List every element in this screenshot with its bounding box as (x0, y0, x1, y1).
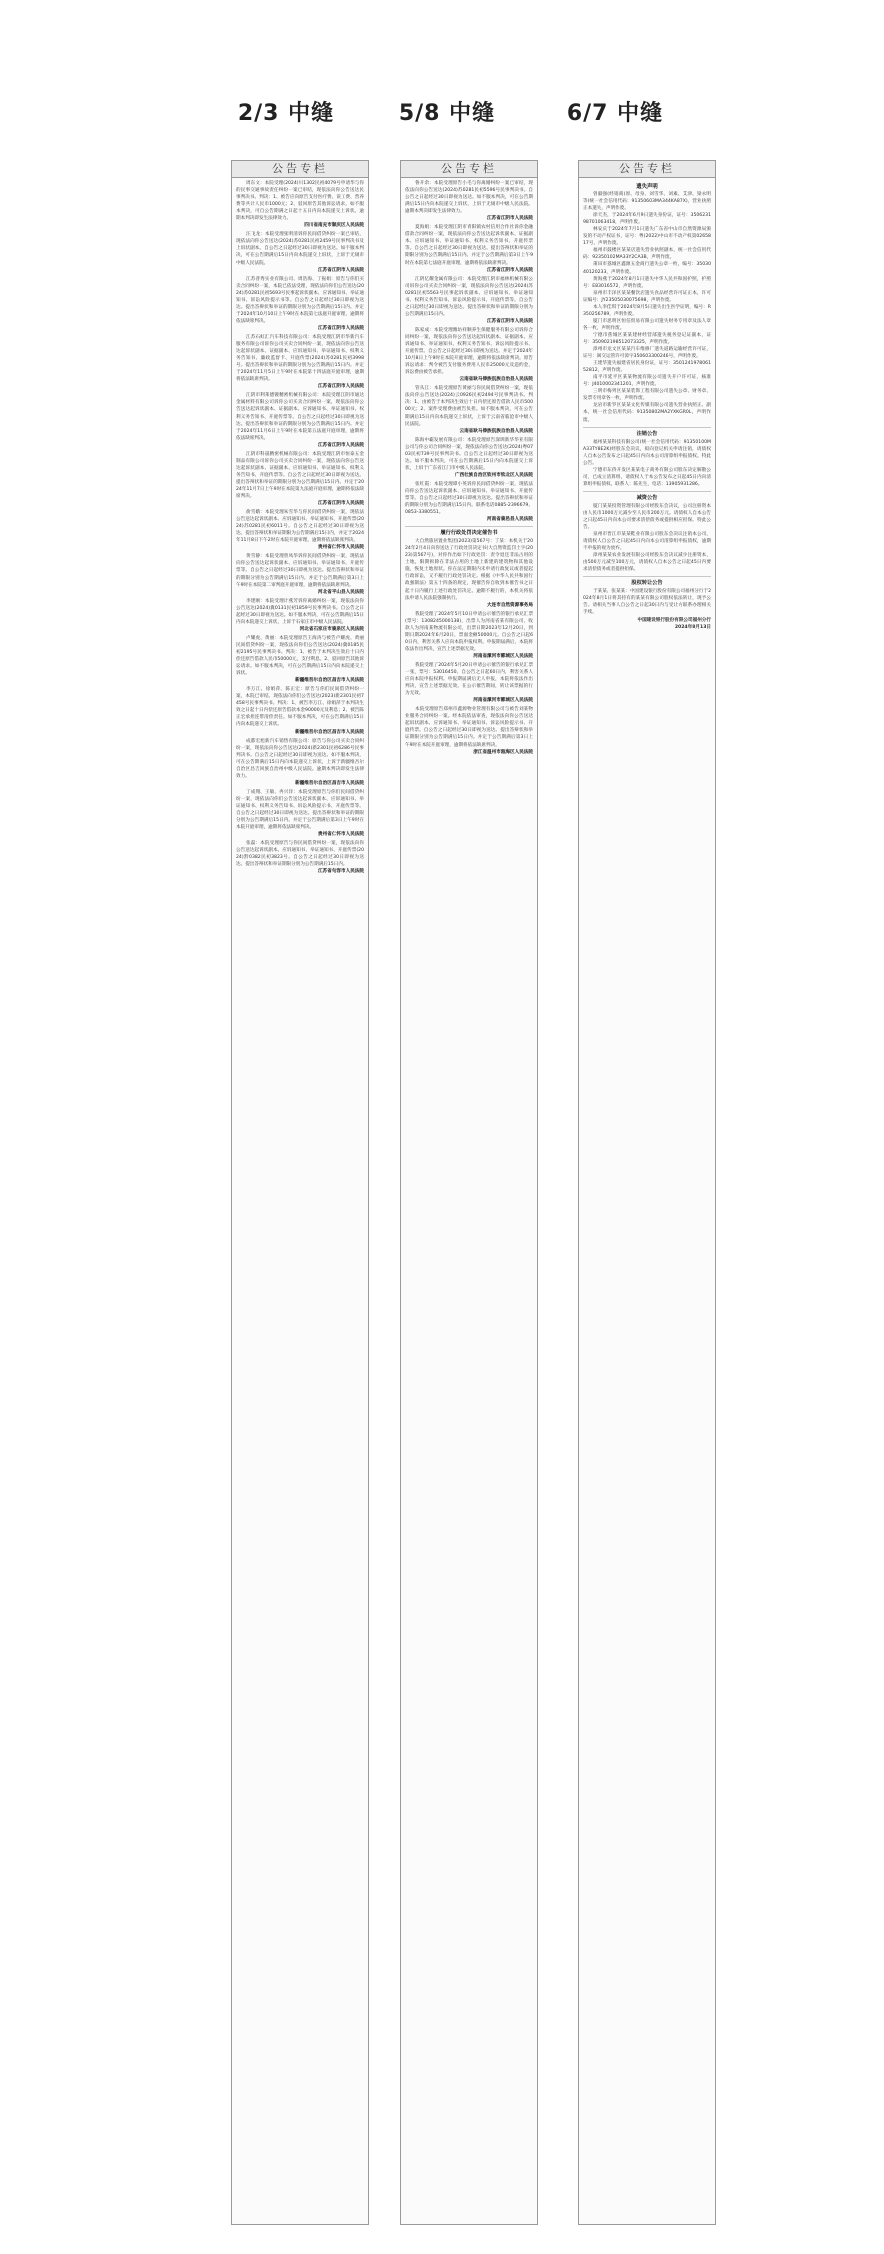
notice-text: 徐天杰，于2024年6月9日遗失身份证，证号：350623198701063418，声明作废。 (583, 213, 711, 226)
notice-text: 我院受理了2024年5月10日申请公示催告的银行承兑汇票(票号：1308245000138)，出票人为河南省某有限公司，收款人为河南某物流有限公司，出票日期2023年12月20日，到期日期2024年6月20日，票面金额50000元。自公告之日起60日内，利害关系人应向本院申报权利。申报期届满后，本院将依法作出判决，宣告上述票据无效。 (405, 611, 533, 652)
column-header: 公告专栏 (401, 161, 537, 178)
notice-signoff: 新疆维吾尔自治区昌吉市人民法院 (295, 678, 364, 684)
notice-text: 江苏普秀实业有限公司、周浩海、丁振娟：原告与你们买卖合同纠纷一案，本院已依法受理，现依法向你们公告送达(2024)苏0281民初5693号民事起诉状副本、应诉通知书、举证通知书、诉讼风险提示书等。自公告之日起经过30日即视为送达。提出答辩状和举证的期限分别为公告期满后15日内。并定于2024年10月10日上午9时在本院第七法庭开庭审理，逾期将依法缺席判决。 (236, 276, 364, 324)
notice-text: 汪飞龙：本院受理张明清诉你民间借贷纠纷一案已审结，现依法向你公告送达(2024)苏0281民初2459号民事判决书及上诉状副本。自公告之日起经过30日即视为送达。如不服本判决，可在公告期满后15日内向本院递交上诉状，上诉于无锡市中级人民法院。 (236, 232, 364, 266)
notice-text: 张磊：本院受理原告与你民间借贷纠纷一案，现依法向你公告送达起诉状副本、应诉通知书、举证通知书、开庭传票(2024)黔0382民初3823号。自公告之日起经过30日即视为送达。提出答辩状和举证期限分别为公告期满后15日内。 (236, 841, 364, 868)
notice-signoff: 江苏省江阴市人民法院 (487, 216, 533, 222)
notice-text: 李万江、徐娟萍、陈正宏：原告与你们民间借贷纠纷一案，本院已审结。现依法向你们公告送达(2023)新2301民初7458号民事判决书。判决：1、被告李万江、徐娟萍于本判决生效之日起十日内偿还原告借款本金90000元及利息；2、被告陈正宏承担连带清偿责任。如不服本判决，可在公告期满后15日内向本院递交上诉状。 (236, 687, 364, 728)
notice-text: 林安庆于2024年7月1日遗失广东省中山市自然资源局颁发的不动产权证书，证号：粤(2022)中山市不动产权第0265817号，声明作废。 (583, 227, 711, 247)
column-body (232, 178, 368, 879)
notice-signoff: 贵州省仁怀市人民法院 (318, 545, 364, 551)
notice-text: 漳州市龙文区某某汽车维修厂遗失道路运输经营许可证，证号：闽交运管许可漳字350603300246号，声明作废。 (583, 347, 711, 360)
notice-text: 龙岩市新罗区某某文化传媒有限公司遗失营业执照正、副本，统一社会信用代码：91350802MA2YXKGR0L，声明作废。 (583, 403, 711, 423)
notice-text: 王建华遗失福建省居民身份证，证号：350124197806152812，声明作废。 (583, 361, 711, 374)
notice-text: 江苏石虹汇汽车科技有限公司：本院受理江阴市华新汽车服务有限公司诉你公司买卖合同纠纷一案，现依法向你公告送达起诉状副本、证据副本、应诉通知书、举证通知书、权利义务告知书、廉政监督卡、开庭传票(2024)苏0281民初3998号。提出答辩状和举证的期限分别为公告期满后15日内。并定于2024年11月5日上午9时在本院第十四法庭开庭审理，逾期将依法缺席判决。 (236, 334, 364, 383)
notice-text: 莆田市荔城区鑫源五金商行遗失公章一枚，编号：3503040120233，声明作废。 (583, 262, 711, 275)
notice-signoff: 浙江省温州市瓯海区人民法院 (473, 749, 533, 755)
notice-text: 陈海中霸发展有限公司：本院受理原告深圳新华华亚有限公司与你公司合同纠纷一案，现依法向你公告送达(2024)粤0703民初739号民事判决书。自公告之日起经过30日即视为送达。如不服本判决，可在公告期满后15日内向本院递交上诉状，上诉于广东省江门市中级人民法院。 (405, 437, 533, 471)
notice-column-2 (400, 160, 538, 2225)
notice-signoff: 江苏省江阴市人民法院 (318, 325, 364, 331)
notice-text: 管从江：本院受理原告黄丽与你民间借贷纠纷一案，现依法向你公告送达(2024)云0926民初2494号民事判决书。判决：1、由被告于本判决生效后十日内偿还原告借款人民币50000元；2、案件受理费由被告负担。如不服本判决，可在公告期满后15日内向本院递交上诉状，上诉于云南省临沧市中级人民法院。 (405, 386, 533, 427)
notice-title: 股权转让公告 (583, 576, 711, 587)
notice-text: 成都宏旭新汽车销售有限公司：原告与你公司买卖合同纠纷一案，现依法向你公告送达(2024)新2301民初6286号民事判决书。自公告之日起经过30日即视为送达。如不服本判决，可在公告期满后15日内向本院递交上诉状，上诉于新疆维吾尔自治区昌吉回族自治州中级人民法院。逾期本判决即发生法律效力。 (236, 738, 364, 779)
notice-text: 曾毅强(经销商)原、母身、刘雪华、刘素、艾津、梁永明等(统一社会信用代码：91350603MA344KA87X)，营业执照正本遗失，声明作废。 (583, 192, 711, 212)
notice-text: 黄雪静：本院受理曾凤华诉你民间借贷纠纷一案，现依法向你公告送达起诉状副本、应诉通知书、举证通知书、开庭传票等。自公告之日起经过30日即视为送达。提出答辩状和举证的期限分别为公告期满后15日内。并定于公告期满后第3日上午9时在本院第二审判庭开庭审理，逾期将依法缺席判决。 (236, 554, 364, 588)
notice-signoff: 河北省平山县人民法院 (318, 589, 364, 595)
notice-text: 鲁开余：本院受理原告小毛与你离婚纠纷一案已审结，现依法向你公告送达(2024)苏0281民初5596号民事判决书。自公告之日起经过30日即视为送达。如不服本判决，可在公告期满后15日内向本院递交上诉状，上诉于无锡市中级人民法院。逾期本判决即发生法律效力。 (405, 181, 533, 215)
notice-title: 注销公告 (583, 427, 711, 438)
notice-signoff: 新疆维吾尔自治区昌吉市人民法院 (295, 729, 364, 735)
notice-text: 福州某某科技有限公司(统一社会信用代码：91350100MA33TY8E2K)经股东会决议，拟向登记机关申请注销，请债权人自本公告发布之日起45日内向本公司清算组申报债权。特此公告。 (583, 439, 711, 466)
notice-text: 本人李佳琪于2024年8月5日遗失出生医学证明，编号：R350256789，声明作废。 (583, 304, 711, 317)
notice-signoff: 江苏省江阴市人民法院 (318, 384, 364, 390)
notice-title: 履行行政处罚决定催告书 (405, 526, 533, 537)
notice-text: 江阴市科晟精密机械有限公司：本院受理江阴市恒泰五金制品有限公司诉你公司买卖合同纠纷一案，现依法向你公告送达起诉状副本、证据副本、应诉通知书、举证通知书、权利义务告知书、开庭传票等。自公告之日起经过30日即视为送达。提出答辩状和举证的期限分别为公告期满后15日内。并定于2024年11月7日上午9时在本院第九法庭开庭审理，逾期将依法缺席判决。 (236, 451, 364, 500)
notice-text: 厦门某某投资管理有限公司经股东会决议，公司注册资本由人民币1000万元减少至人民币200万元。请债权人自本公告之日起45日内向本公司要求清偿债务或提供相应担保。特此公告。 (583, 503, 711, 531)
notice-text: 厦门市思明区恒信贸易有限公司遗失财务专用章及法人章各一枚，声明作废。 (583, 318, 711, 331)
notice-signoff: 云南省耿马傣族佤族自治县人民法院 (459, 428, 533, 434)
notice-text: 本院受理原告郑州市鑫源物业管理有限公司与被告刘某物业服务合同纠纷一案。经本院依法审查，现依法向你公告送达起诉状副本、应诉通知书、举证通知书、诉讼风险提示书、开庭传票。自公告之日起经过30日即视为送达。提出答辩状和举证期限分别为公告期满后15日内。并定于公告期满后第3日上午9时在本院开庭审理，逾期将依法缺席判决。 (405, 707, 533, 748)
notice-text: 江阴市利莱德镀精密机械有限公司：本院受理江阴市通达金属材料有限公司诉你公司买卖合同纠纷一案，现依法向你公告送达起诉状副本、证据副本、应诉通知书、举证通知书、权利义务告知书、开庭传票等。自公告之日起经过30日即视为送达。提出答辩状和举证的期限分别为公告期满后15日内。并定于2024年11月6日上午9时在本院第五法庭开庭审理，逾期将依法缺席判决。 (236, 393, 364, 441)
notice-text: 漳州某某农业发展有限公司经股东会决议减少注册资本，由500万元减至100万元，请债权人自本公告之日起45日内要求清偿债务或者提供担保。 (583, 553, 711, 573)
notice-signoff: 江苏省江阴市人民法院 (318, 267, 364, 273)
notice-signoff: 四川省南充市顺庆区人民法院 (304, 223, 364, 229)
notice-column-1 (231, 160, 369, 2225)
column-signoff: 中国建设银行股份有限公司福州分行 2024年8月13日 (637, 617, 711, 630)
notice-text: 周东文：本院受理(2024)川1302民初4079号申请华与你的民事交通事故责任纠纷一案已审结，现依法向你公告送达民事判决书。判决：1、被告应向原告支付医疗费、误工费、营养费等共计人民币1000元；2、驳回原告其他诉讼请求。如不服本判决，可自公告期满之日起十五日内向本院递交上诉状。逾期本判决即发生法律效力。 (236, 181, 364, 222)
notice-text: 于某某、张某某：中国建设银行股份有限公司福州分行于2024年8月1日将其持有的某某有限公司股权依法转让，现予公告。请相关当事人自公告之日起30日内与受让方联系办理相关手续。 (583, 589, 711, 616)
notice-signoff: 河南省漯河市郾城区人民法院 (473, 698, 533, 704)
notice-text: 我院受理了2024年5月20日申请公示催告的银行承兑汇票一张，票号：53016450。自公告之日起60日内，利害关系人应向本院申报权利。申报期届满后无人申报，本院将依法作出判决，宣告上述票据无效。在公示催告期间，转让该票据的行为无效。 (405, 663, 533, 697)
notice-signoff: 河北省石家庄市鹿泉区人民法院 (299, 626, 364, 632)
notice-signoff: 云南省耿马傣族佤族自治县人民法院 (459, 377, 533, 383)
notice-text: 大自然旅居置业集团(2023)第567号：丁某：本机关于2024年2月4日向你送达了行政处罚决定书(大自然资监罚土字(2023)第567号)，对你作出如下行政处罚：责令退还非法占用的土地，限期拆除在非法占用的土地上新建的建筑物和其他设施，恢复土地原状。你在法定期限内未申请行政复议或者提起行政诉讼，又不履行行政处罚决定。根据《中华人民共和国行政强制法》第五十四条的规定，现催告你自收到本催告书之日起十日内履行上述行政处罚决定。逾期不履行的，本机关将依法申请人民法院强制执行。 (405, 539, 533, 601)
notice-text: 宁德市东侨开发区某某电子商务有限公司股东决定解散公司，已成立清算组，请债权人于本公告发布之日起45日内向清算组申报债权。联系人：陈先生，电话：13905931286。 (583, 467, 711, 487)
section-title: 遗失声明 (636, 184, 658, 190)
notice-text: 福州市鼓楼区某某店遗失营业执照副本，统一社会信用代码：92350102MA33Y2CA3B，声明作废。 (583, 248, 711, 261)
notice-signoff: 江苏省江阴市人民法院 (318, 501, 364, 507)
notice-text: 宁德市蕉城区某某建材经营部遗失税务登记证副本，证号：350902198512073325，声明作废。 (583, 332, 711, 345)
notice-text: 泉州市丰泽区某某餐饮店遗失食品经营许可证正本，许可证编号：JY23505030075698，声明作废。 (583, 290, 711, 303)
column-header: 公告专栏 (579, 161, 715, 178)
notice-text: 南平市延平区某某物流有限公司遗失开户许可证，核准号：J4010002341201，声明作废。 (583, 375, 711, 388)
notice-signoff: 贵州省仁怀市人民法院 (318, 832, 364, 838)
notice-signoff: 广西壮族自治区钦州市钦北区人民法院 (454, 472, 533, 478)
notice-text: 三明市梅列区某某装饰工程有限公司遗失公章、财务章、发票专用章各一枚，声明作废。 (583, 389, 711, 402)
notice-text: 夏海娟：本院受理江阴市青阳镇农村信用合作社诉你金融借款合同纠纷一案，现依法向你公告送达起诉状副本、证据副本、应诉通知书、举证通知书、权利义务告知书、开庭传票等。自公告之日起经过30日即视为送达。提出答辩状和举证的期限分别为公告期满后15日内。并定于公告期满后第3日上午9时在本院第七法庭开庭审理，逾期将依法缺席判决。 (405, 225, 533, 266)
notice-text: 江阴亿耀金属有限公司：本院受理江阴市福林机械有限公司诉你公司买卖合同纠纷一案，现依法向你公告送达(2024)苏0281民初5563号民事起诉状副本、应诉通知书、举证通知书、权利义务告知书、诉讼风险提示书、开庭传票等。自公告之日起经过30日即视为送达。提出答辩状和举证的期限分别为公告期满后15日内。 (405, 276, 533, 317)
notice-signoff: 河南省漯河市郾城区人民法院 (473, 653, 533, 659)
heading-col2: 5/8 中缝 (398, 101, 496, 126)
notice-signoff: 河南省鹿邑县人民法院 (487, 517, 533, 523)
notice-text: 李建刚：本院受理计燕芳诉你离婚纠纷一案，现依法向你公告送达(2024)冀0131民初1859号民事判决书。自公告之日起经过30日即视为送达。如不服本判决，可在公告期满后15日内向本院递交上诉状，上诉于石家庄市中级人民法院。 (236, 598, 364, 625)
heading-col1: 2/3 中缝 (237, 101, 335, 126)
column-body (579, 178, 715, 635)
notice-column-3 (578, 160, 716, 2225)
notice-signoff: 江苏省句容市人民法院 (318, 869, 364, 875)
notice-signoff: 江苏省江阴市人民法院 (487, 318, 533, 324)
heading-col3: 6/7 中缝 (566, 101, 664, 126)
notice-text: 陈家成：本院受理潍坊祥顺养生保健服务有限公司诉你合同纠纷一案，现依法向你公告送达起诉状副本、证据副本、应诉通知书、举证通知书、权利义务告知书、诉讼风险提示书、开庭传票。自公告之日起经过30日即视为送达。并定于2024年10月8日上午9时在本院开庭审理，逾期将依法缺席判决。原告诉讼请求：判令被告支付服务费用人民币25000元及违约金，诉讼费由被告承担。 (405, 327, 533, 376)
notice-signoff: 江苏省江阴市人民法院 (318, 442, 364, 448)
notice-title: 减资公告 (583, 491, 711, 502)
notice-signoff: 新疆维吾尔自治区昌吉市人民法院 (295, 780, 364, 786)
column-body (401, 178, 537, 760)
notice-text: 丁成翔、王敏、冉兴洋：本院受理原告与你们民间借贷纠纷一案，现依法向你们公告送达起诉状副本、应诉通知书、举证通知书、权利义务告知书、诉讼风险提示书、开庭传票等。自公告之日起经过30日即视为送达。提出答辩状和举证的期限分别为公告期满后15日内。并定于公告期满后第3日上午9时在本院开庭审理，逾期将依法缺席判决。 (236, 789, 364, 831)
notice-text: 黄海燕于2024年8月1日遗失中华人民共和国护照，护照号：E83016572，声明作废。 (583, 276, 711, 289)
notice-signoff: 大连市自然资源事务局 (487, 602, 533, 608)
notice-text: 俞雪娥：本院受理朱雪华与你民间借贷纠纷一案，现依法公告送达起诉状副本、应诉通知书、举证通知书、开庭传票(2024)苏0281民初6011号。自公告之日起经过30日即视为送达。提出答辩状和举证期限为公告期满后15日内，并定于2024年11月8日下午2时在本院开庭审理，逾期将依法缺席判决。 (236, 510, 364, 544)
notice-signoff: 江苏省江阴市人民法院 (487, 267, 533, 273)
notice-text: 张红霞：本院受理谭小英诉你民间借贷纠纷一案，现依法向你公告送达起诉状副本、应诉通知书、举证通知书、开庭传票等。自公告之日起经过30日即视为送达。提出答辩状和举证的期限分别为公告期满后15日内。联系电话0885-2396679、0853-3380551。 (405, 481, 533, 516)
notice-text: 卢耀虎、黄丽：本院受理原告王海涛与被告卢耀虎、黄丽民间借贷纠纷一案，现依法向你们公告送达(2024)冀0185民初2195号民事判决书。判决：1、被告于本判决生效后十日内偿还原告借款人民币50000元，支付利息。2、驳回原告其他诉讼请求。如不服本判决，可在公告期满后15日内向本院递交上诉状。 (236, 635, 364, 677)
notice-text: 泉州市晋江市某某鞋业有限公司股东会决议注销本公司，请债权人自公告之日起45日内向本公司清算组申报债权，逾期不申报的视为放弃。 (583, 532, 711, 552)
column-header: 公告专栏 (232, 161, 368, 178)
